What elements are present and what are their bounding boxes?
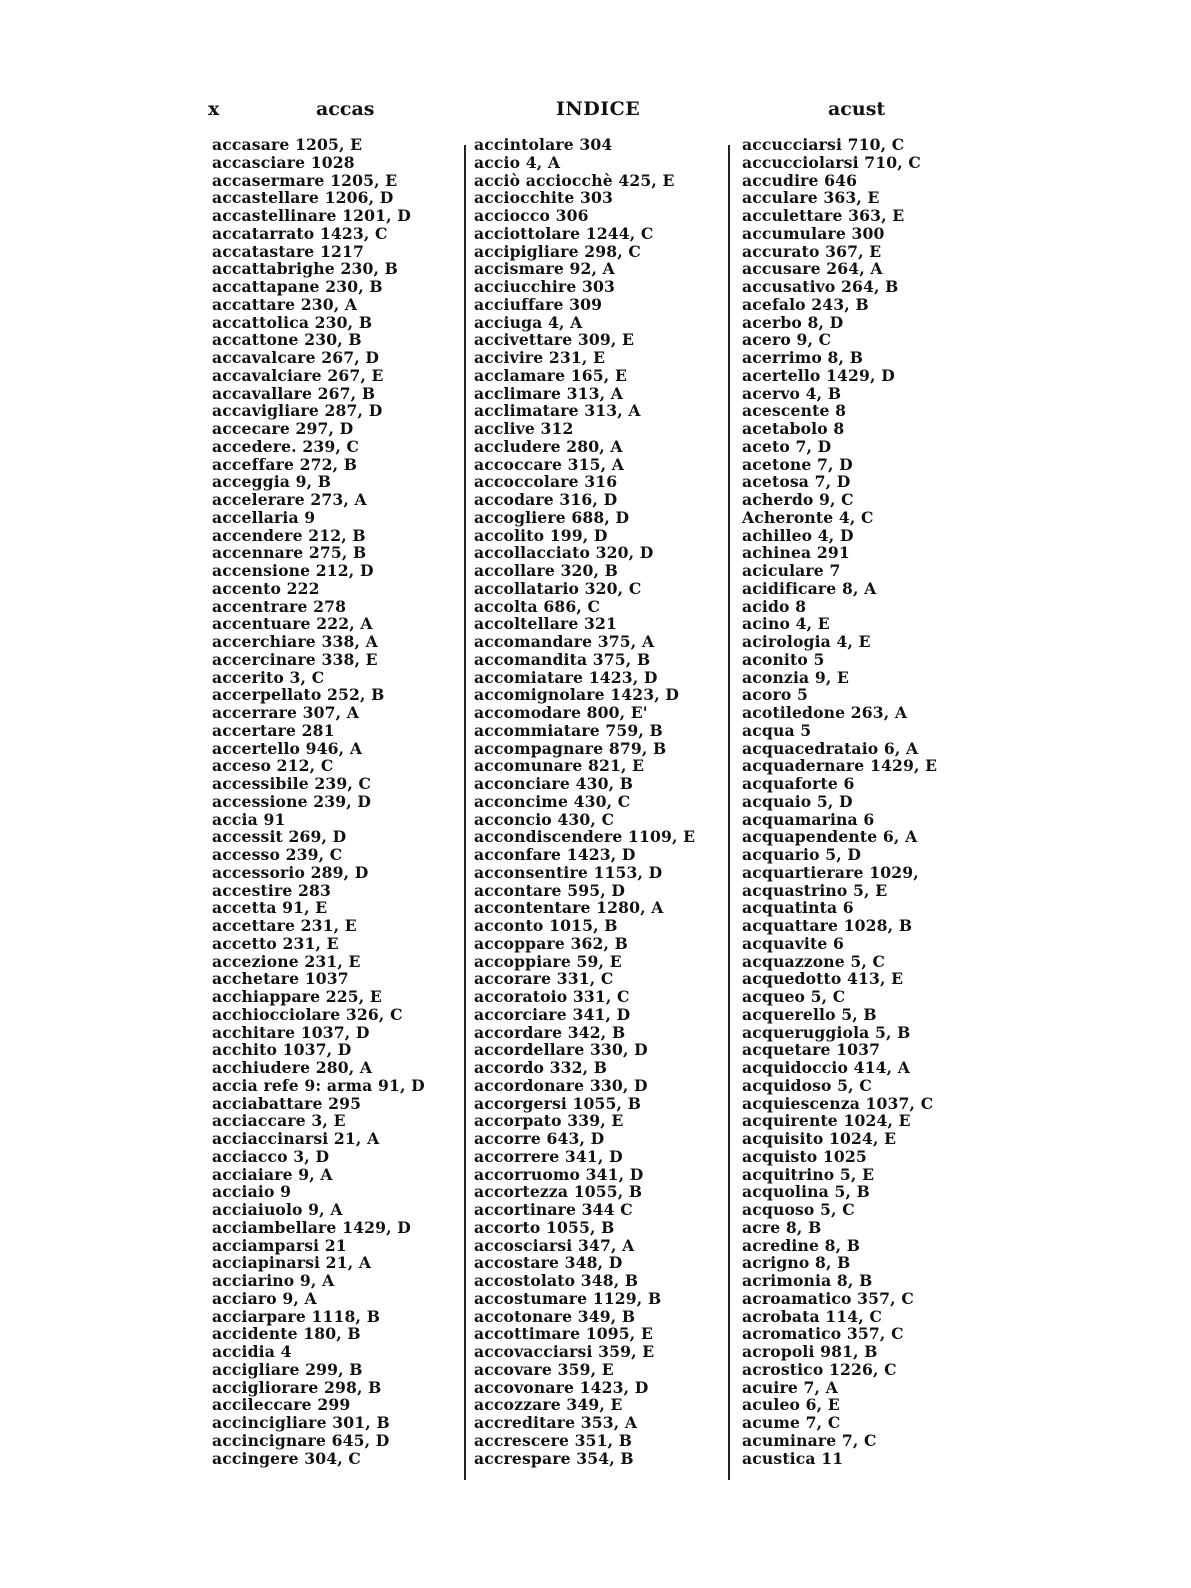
index-entry: acromatico 357, C [742,1324,904,1344]
index-entry: accordonare 330, D [474,1075,648,1095]
index-entry: accoratoio 331, C [474,987,630,1006]
index-entry: accerrare 307, A [212,703,360,722]
index-entry: acetone 7, D [742,454,853,474]
index-entry: accesso 239, C [212,845,343,864]
index-entry: accintolare 304 [474,135,613,154]
index-entry: accattolica 230, B [212,312,373,332]
index-entry: accortezza 1055, B [474,1182,643,1202]
index-entry: accludere 280, A [474,436,623,456]
index-entry: achilleo 4, D [742,525,854,545]
index-entry: accoltellare 321 [474,614,618,634]
index-entry: acchiocciolare 326, C [212,1004,403,1024]
index-entry: accorare 331, C [474,969,614,989]
index-entry: acquattare 1028, B [742,916,913,935]
index-entry: accivire 231, E [474,348,606,367]
index-entry: accontentare 1280, A [474,898,664,918]
index-column-1 [212,136,457,1467]
index-entry: accecare 297, D [212,419,354,438]
index-entry: accennare 275, B [212,543,367,563]
index-entry: accidente 180, B [212,1324,361,1344]
index-entry: acconsentire 1153, D [474,862,663,882]
index-entry: accismare 92, A [474,259,615,279]
index-entry: acquetare 1037 [742,1040,881,1060]
index-entry: acquisito 1024, E [742,1129,897,1148]
index-entry: acume 7, C [742,1413,841,1432]
index-entry: accia 91 [212,809,286,829]
index-entry: acciuffare 309 [474,294,603,314]
index-entry: acclive 312 [474,419,574,438]
index-entry: accessione 239, D [212,791,372,811]
index-entry: acqua 5 [742,720,812,740]
index-entry: aculeo 6, E [742,1395,840,1415]
index-entry: acetabolo 8 [742,419,845,438]
index-entry: accavallare 267, B [212,383,376,403]
index-entry: accovacciarsi 359, E [474,1342,655,1361]
index-entry: acquidoso 5, C [742,1075,872,1095]
index-entry: acefalo 243, B [742,294,869,314]
index-entry: accomunare 821, E [474,756,645,776]
index-entry: acrigno 8, B [742,1253,851,1273]
index-entry: acquadernare 1429, E [742,756,938,776]
index-entry: acqueo 5, C [742,987,846,1006]
page-title: INDICE [556,98,641,120]
index-entry: acciucchire 303 [474,277,615,296]
index-entry: acciapinarsi 21, A [212,1253,372,1273]
index-entry: acidificare 8, A [742,578,877,598]
index-entry: acquario 5, D [742,845,862,864]
index-entry: aconzia 9, E [742,667,850,687]
index-entry: accendere 212, B [212,525,366,545]
index-column-2 [474,136,724,1467]
index-entry: acconfare 1423, D [474,845,636,864]
index-entry: acquamarina 6 [742,809,875,829]
index-entry: accollatario 320, C [474,578,642,598]
index-entry: accio 4, A [474,152,561,172]
index-entry: acero 9, C [742,330,832,350]
index-entry: acchito 1037, D [212,1040,352,1060]
index-entry: accipigliare 298, C [474,241,641,261]
index-entry: acerrimo 8, B [742,348,864,367]
index-entry: accorgersi 1055, B [474,1093,642,1113]
index-entry: acceggia 9, B [212,472,332,492]
index-entry: accorrere 341, D [474,1146,623,1166]
index-entry: acquisto 1025 [742,1146,867,1166]
index-entry: accezione 231, E [212,951,361,971]
index-entry: accucciarsi 710, C [742,135,905,154]
index-entry: acconcime 430, C [474,791,631,811]
index-entry: acquatinta 6 [742,898,854,918]
index-entry: aciculare 7 [742,561,841,580]
index-entry: accertello 946, A [212,738,363,758]
index-entry: accia refe 9: arma 91, D [212,1075,425,1095]
index-entry: acquiescenza 1037, C [742,1093,934,1113]
index-entry: accento 222 [212,578,320,598]
index-entry: acervo 4, B [742,383,842,403]
index-entry: accosciarsi 347, A [474,1235,635,1255]
index-entry: accorre 643, D [474,1129,605,1148]
index-entry: accomandare 375, A [474,632,655,651]
index-entry: acciaio 9 [212,1182,292,1202]
index-entry: accentrare 278 [212,596,347,616]
index-entry: acetosa 7, D [742,472,851,492]
index-entry: accensione 212, D [212,561,374,580]
index-entry: accostolato 348, B [474,1271,639,1290]
index-entry: accettare 231, E [212,916,357,935]
index-entry: acquedotto 413, E [742,969,904,989]
index-entry: accollacciato 320, D [474,543,654,563]
index-entry: acqueruggiola 5, B [742,1022,911,1042]
index-entry: accoccolare 316 [474,472,618,492]
index-entry: acquazzone 5, C [742,951,886,971]
index-entry: acciamparsi 21 [212,1235,347,1255]
column-divider [464,145,466,1480]
index-entry: acescente 8 [742,401,847,421]
index-entry: accavigliare 287, D [212,401,383,421]
index-entry: acciocco 306 [474,206,589,225]
index-entry: accompagnare 879, B [474,738,667,758]
index-entry: accordo 332, B [474,1058,608,1077]
index-entry: accusativo 264, B [742,277,899,296]
index-entry: acquavite 6 [742,933,844,953]
index-entry: accovare 359, E [474,1359,614,1379]
page-number: x [208,98,220,120]
index-entry: acquacedrataio 6, A [742,738,919,758]
index-entry: acrostico 1226, C [742,1359,897,1379]
index-entry: accercinare 338, E [212,649,378,669]
index-entry: accogliere 688, D [474,507,630,527]
index-entry: accusare 264, A [742,259,883,279]
index-entry: acchitare 1037, D [212,1022,370,1042]
index-entry: accommiatare 759, B [474,720,663,740]
index-entry: achinea 291 [742,543,850,563]
index-entry: accileccare 299 [212,1395,351,1415]
index-entry: accorpato 339, E [474,1111,624,1131]
index-entry: acquaio 5, D [742,791,853,811]
index-entry: accastellare 1206, D [212,188,394,208]
index-entry: acciabattare 295 [212,1093,362,1113]
index-entry: aconito 5 [742,649,825,669]
index-entry: accasermare 1205, E [212,170,398,190]
index-entry: accurato 367, E [742,241,882,261]
index-entry: accasare 1205, E [212,135,363,154]
index-entry: acino 4, E [742,614,830,634]
index-entry: accatarrato 1423, C [212,223,388,243]
index-entry: accrescere 351, B [474,1430,633,1450]
index-entry: acherdo 9, C [742,490,854,509]
index-entry: accozzare 349, E [474,1395,623,1415]
index-entry: accessorio 289, D [212,862,369,882]
index-entry: acciarpare 1118, B [212,1306,381,1326]
index-entry: accostumare 1129, B [474,1288,662,1308]
index-entry: aceto 7, D [742,436,832,456]
index-entry: acquitrino 5, E [742,1164,875,1184]
index-entry: acclimare 313, A [474,383,624,403]
index-entry: acconcio 430, C [474,809,615,829]
index-entry: acclamare 165, E [474,365,627,385]
index-entry: accattare 230, A [212,294,358,314]
index-entry: accerito 3, C [212,667,325,687]
index-entry: accastellinare 1201, D [212,206,411,225]
index-entry: acciarino 9, A [212,1271,335,1290]
index-entry: accorciare 341, D [474,1004,631,1024]
index-entry: accigliorare 298, B [212,1377,382,1397]
index-entry: acustica 11 [742,1448,844,1468]
index-entry: acciaiuolo 9, A [212,1200,343,1219]
index-entry: acciaccare 3, E [212,1111,346,1131]
index-entry: accodare 316, D [474,490,618,509]
index-entry: accostare 348, D [474,1253,623,1273]
index-entry: acchiudere 280, A [212,1058,373,1077]
index-entry: acredine 8, B [742,1235,861,1255]
index-entry: accollare 320, B [474,561,618,580]
index-entry: accoccare 315, A [474,454,625,474]
index-column-3 [742,136,1002,1467]
index-entry: accumulare 300 [742,223,885,243]
index-entry: acotiledone 263, A [742,703,908,722]
index-entry: accestire 283 [212,880,331,900]
index-entry: acculettare 363, E [742,206,905,225]
index-entry: accincigliare 301, B [212,1413,390,1432]
index-entry: acirologia 4, E [742,632,871,651]
index-entry: acciocchite 303 [474,188,614,208]
index-entry: accattapane 230, B [212,277,383,296]
index-entry: accetto 231, E [212,933,339,953]
index-entry: accigliare 299, B [212,1359,363,1379]
index-entry: acciaccinarsi 21, A [212,1129,380,1148]
index-entry: accudire 646 [742,170,858,190]
index-entry: accontare 595, D [474,880,626,900]
index-entry: accattone 230, B [212,330,362,350]
index-entry: acre 8, B [742,1217,822,1237]
index-entry: accordellare 330, D [474,1040,648,1060]
index-entry: accondiscendere 1109, E [474,827,696,847]
index-entry: acquidoccio 414, A [742,1058,911,1077]
index-entry: acceffare 272, B [212,454,358,474]
index-entry: accrespare 354, B [474,1448,634,1468]
index-entry: accessibile 239, C [212,774,372,793]
index-entry: accordare 342, B [474,1022,626,1042]
index-entry: accoppiare 59, E [474,951,622,971]
index-entry: accattabrighe 230, B [212,259,398,279]
index-entry: accetta 91, E [212,898,328,918]
page-header [0,98,1191,128]
index-entry: acciò acciocchè 425, E [474,170,675,190]
index-entry: accottimare 1095, E [474,1324,653,1344]
index-entry: acciottolare 1244, C [474,223,654,243]
right-guide-word: acust [828,98,886,120]
index-entry: accerchiare 338, A [212,632,378,651]
index-entry: acquerello 5, B [742,1004,877,1024]
index-entry: acuminare 7, C [742,1430,877,1450]
index-entry: accincignare 645, D [212,1430,390,1450]
column-divider [728,145,730,1480]
index-entry: acclimatare 313, A [474,401,641,421]
index-entry: acido 8 [742,596,807,616]
index-entry: acrimonia 8, B [742,1271,873,1290]
index-entry: accomignolare 1423, D [474,685,680,705]
index-entry: acceso 212, C [212,756,334,776]
index-entry: accatastare 1217 [212,241,364,261]
index-entry: acquapendente 6, A [742,827,918,847]
index-entry: accolta 686, C [474,596,601,616]
index-entry: acchetare 1037 [212,969,349,989]
index-entry: acuire 7, A [742,1377,838,1397]
index-entry: accomandita 375, B [474,649,651,669]
index-entry: acrobata 114, C [742,1306,883,1326]
index-entry: accerpellato 252, B [212,685,385,705]
index-entry: acquastrino 5, E [742,880,888,900]
index-entry: acertello 1429, D [742,365,895,385]
index-entry: acquartierare 1029, [742,862,919,882]
index-entry: acquaforte 6 [742,774,855,793]
index-entry: accingere 304, C [212,1448,361,1468]
index-entry: accavalcare 267, D [212,348,380,367]
index-entry: accucciolarsi 710, C [742,152,921,172]
index-entry: acquoso 5, C [742,1200,855,1219]
index-entry: accreditare 353, A [474,1413,638,1432]
index-entry: accedere. 239, C [212,436,360,456]
index-entry: acciaro 9, A [212,1288,317,1308]
index-entry: accotonare 349, B [474,1306,636,1326]
index-entry: accorto 1055, B [474,1217,615,1237]
index-entry: acroamatico 357, C [742,1288,914,1308]
index-entry: acciambellare 1429, D [212,1217,411,1237]
index-entry: accortinare 344 C [474,1200,633,1219]
index-entry: acoro 5 [742,685,808,705]
index-entry: accidia 4 [212,1342,292,1361]
index-entry: acropoli 981, B [742,1342,878,1361]
index-entry: accomiatare 1423, D [474,667,658,687]
index-entry: accomodare 800, E' [474,703,648,722]
index-entry: acciaiare 9, A [212,1164,333,1184]
index-entry: acciuga 4, A [474,312,583,332]
index-entry: acciacco 3, D [212,1146,330,1166]
index-entry: accellaria 9 [212,507,316,527]
index-entry: accentuare 222, A [212,614,373,634]
index-entry: accavalciare 267, E [212,365,384,385]
index-entry: accelerare 273, A [212,490,367,509]
index-entry: acchiappare 225, E [212,987,382,1006]
index-entry: Acheronte 4, C [742,507,874,527]
index-entry: acquolina 5, B [742,1182,870,1202]
index-entry: accivettare 309, E [474,330,635,350]
index-entry: accovonare 1423, D [474,1377,649,1397]
index-entry: accessit 269, D [212,827,347,847]
index-entry: accertare 281 [212,720,335,740]
index-entry: acculare 363, E [742,188,880,208]
index-entry: acconto 1015, B [474,916,618,935]
index-entry: acconciare 430, B [474,774,634,793]
index-entry: accasciare 1028 [212,152,355,172]
left-guide-word: accas [316,98,375,120]
index-entry: acerbo 8, D [742,312,844,332]
index-entry: accoppare 362, B [474,933,628,953]
index-entry: accolito 199, D [474,525,608,545]
index-entry: acquirente 1024, E [742,1111,911,1131]
index-entry: accorruomo 341, D [474,1164,644,1184]
